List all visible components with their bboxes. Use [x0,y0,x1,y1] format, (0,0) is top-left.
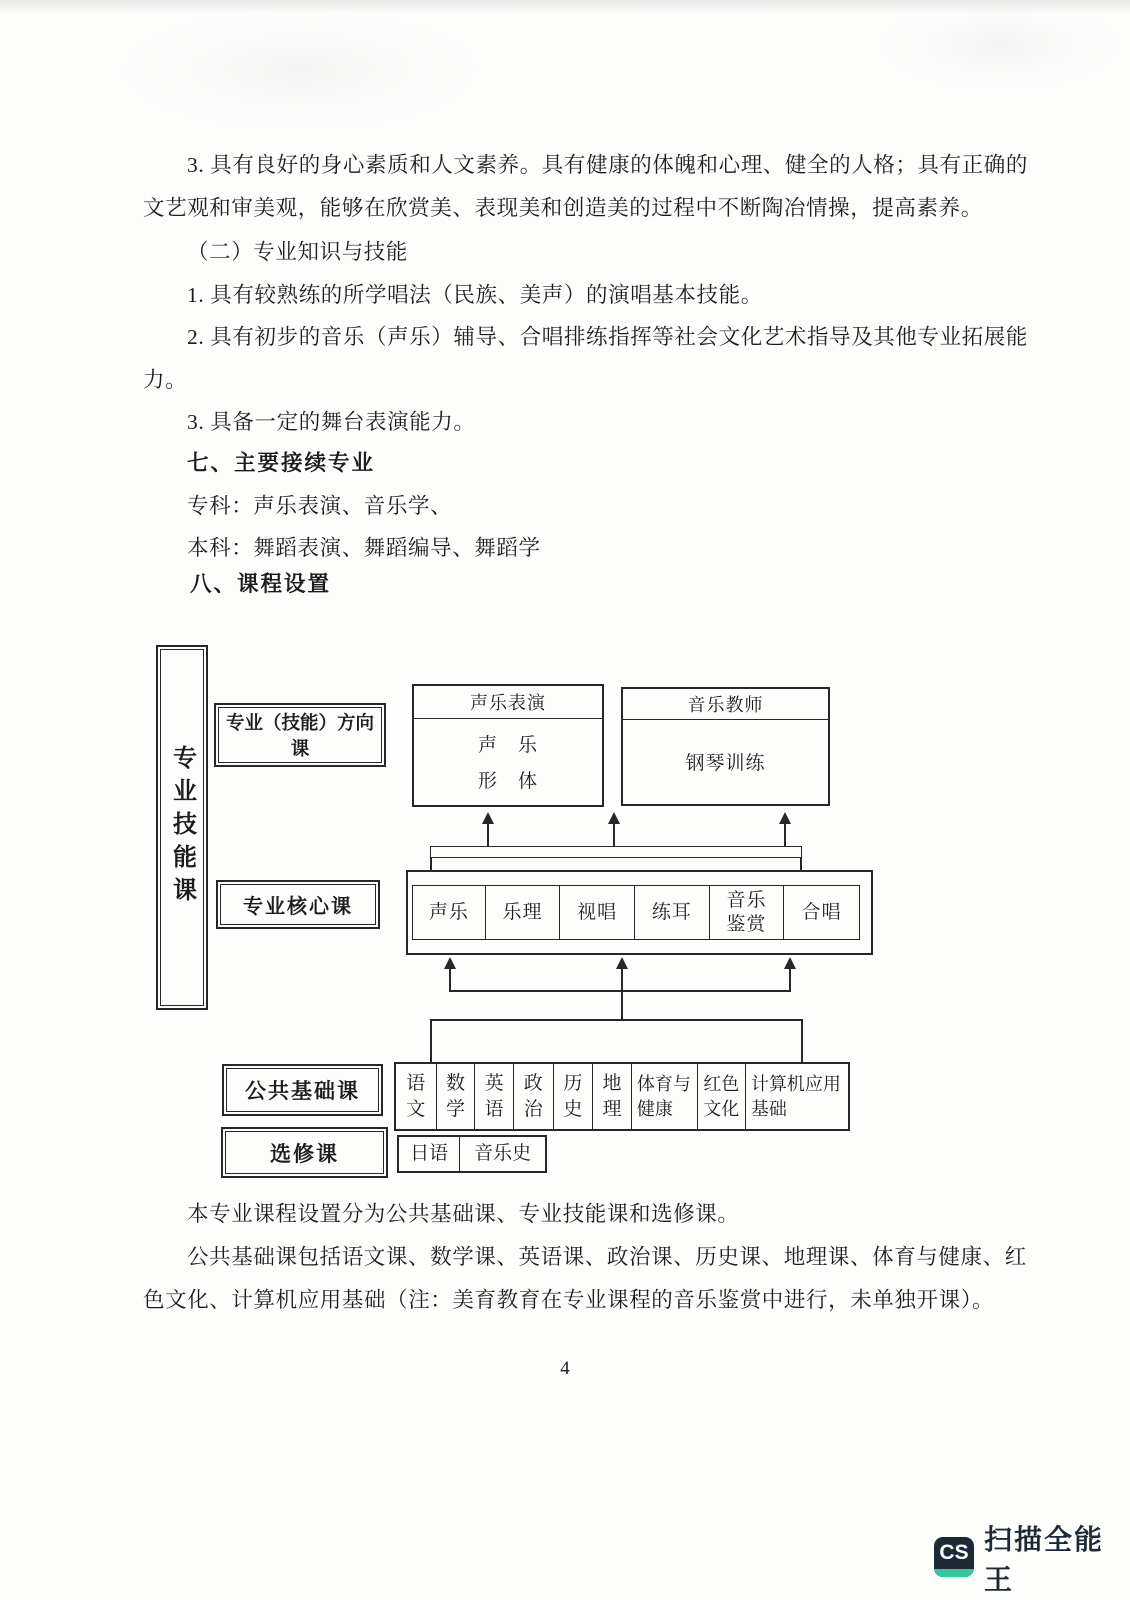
basic-cell-red-culture [698,1064,746,1129]
basic-cell-char: 理 [602,1098,622,1120]
basic-bracket-right-drop [801,1019,803,1062]
core-cell-label: 合唱 [801,901,842,923]
basic-cell-line: 体育与 [636,1073,691,1094]
basic-cell-geography [593,1064,632,1129]
core-cell-ear-training [635,886,710,939]
basic-bracket-bar [430,1019,803,1021]
paragraph3-line1: 3. 具有良好的身心素质和人文素养。具有健康的体魄和心理、健全的人格；具有正确的 [187,153,1029,177]
basic-courses-label-inner [226,1068,379,1112]
skill-item-2-line2: 力。 [143,368,188,392]
skill-item-2-line1: 2. 具有初步的音乐（声乐）辅导、合唱排练指挥等社会文化艺术指导及其他专业拓展能 [187,325,1029,349]
core-courses-label-box [216,880,380,929]
basic-courses-label: 公共基础课 [245,1079,360,1103]
scan-artifact-blob [120,10,480,130]
basic-cell-char: 语 [406,1072,426,1094]
elective-courses-label: 选修课 [270,1141,339,1166]
core-cell-label: 声乐 [428,901,469,923]
core-cell-label: 视唱 [577,901,618,923]
arrow-up-stem [449,968,451,991]
music-teacher-box [621,687,830,806]
direction-courses-label: 专业（技能）方向课 [225,714,374,760]
basic-cell-char: 地 [602,1072,622,1094]
core-courses-label: 专业核心课 [243,896,353,918]
music-teacher-courses [623,720,828,802]
camscanner-icon [934,1537,974,1577]
skill-item-3: 3. 具备一定的舞台表演能力。 [187,410,476,434]
basic-cell-history [554,1064,594,1129]
heading-8-curriculum: 八、课程设置 [190,572,332,596]
camscanner-icon-letters: CS [939,1541,969,1564]
elective-cell-label: 日语 [410,1143,449,1164]
course-piano-training: 钢琴训练 [685,752,766,774]
basic-cell-chinese [396,1064,437,1129]
basic-courses-row [394,1062,850,1131]
footer-line1: 本专业课程设置分为公共基础课、专业技能课和选修课。 [187,1202,740,1226]
footer-line2: 公共基础课包括语文课、数学课、英语课、政治课、历史课、地理课、体育与健康、红 [187,1245,1027,1269]
vocal-performance-title: 声乐表演 [414,686,602,719]
basic-cell-computer-basics [746,1064,848,1129]
basic-cell-math [437,1064,476,1129]
skill-track-box-inner [160,649,204,1006]
basic-bracket-left-drop [430,1019,432,1062]
basic-cell-char: 文 [406,1098,426,1120]
basic-cell-line: 红色 [703,1073,740,1094]
basic-cell-english [475,1064,514,1129]
page-number: 4 [560,1358,570,1379]
core-courses-label-inner [220,884,376,925]
core-cell-music-appreciation [710,886,785,939]
skill-item-1: 1. 具有较熟练的所学唱法（民族、美声）的演唱基本技能。 [187,283,763,307]
basic-cell-line: 计算机应用 [750,1073,841,1094]
arrow-up-stem [613,823,615,846]
vocal-performance-courses [414,719,602,803]
basic-cell-line: 文化 [703,1098,740,1119]
zhuanke-line: 专科：声乐表演、音乐学、 [187,494,453,518]
lower-connector-center-stem [621,968,623,1020]
basic-courses-label-box [222,1064,383,1116]
elective-courses-row [397,1135,547,1173]
basic-cell-char: 英 [484,1072,504,1094]
core-cell-label-line2: 鉴赏 [726,913,767,935]
basic-cell-char: 历 [563,1072,583,1094]
benke-line: 本科：舞蹈表演、舞蹈编导、舞蹈学 [187,536,541,560]
core-cell-label: 乐理 [502,901,543,923]
elective-courses-label-inner [225,1131,384,1174]
basic-cell-politics [514,1064,554,1129]
arrow-up-stem [487,823,489,846]
basic-cell-char: 治 [523,1098,543,1120]
music-teacher-title: 音乐教师 [623,689,828,720]
core-cell-label-line1: 音乐 [726,889,767,911]
vocal-performance-box [412,684,604,807]
basic-cell-char: 政 [523,1072,543,1094]
elective-courses-label-box [221,1127,388,1178]
elective-cell-label: 音乐史 [474,1143,532,1164]
lower-connector-crossbar [449,990,791,992]
skill-track-label: 专业技能课 [168,745,195,910]
course-body-movement: 形 体 [477,770,538,792]
basic-cell-char: 史 [563,1098,583,1120]
core-courses-row [412,885,860,940]
footer-line3: 色文化、计算机应用基础（注：美育教育在专业课程的音乐鉴赏中进行，未单独开课）。 [143,1288,995,1312]
core-cell-vocal [413,886,486,939]
core-cell-theory [486,886,561,939]
elective-cell-music-history [460,1137,545,1171]
direction-courses-label-box [214,703,386,767]
scan-artifact-top [0,0,1130,14]
sub-heading-knowledge-skills: （二）专业知识与技能 [187,240,409,264]
basic-cell-pe-health [632,1064,698,1129]
arrow-up-stem [784,823,786,846]
basic-cell-char: 数 [445,1072,465,1094]
core-cell-label: 练耳 [651,901,692,923]
core-cell-sight-singing [560,886,635,939]
basic-cell-line: 基础 [750,1098,787,1119]
core-cell-chorus [784,886,859,939]
basic-cell-char: 学 [445,1098,465,1120]
arrow-up-stem [789,968,791,991]
camscanner-icon-strip [934,1569,974,1577]
course-vocal: 声 乐 [477,734,538,756]
basic-cell-line: 健康 [636,1098,673,1119]
upper-connector-band [430,846,802,858]
paragraph3-line2: 文艺观和审美观，能够在欣赏美、表现美和创造美的过程中不断陶冶情操，提高素养。 [143,196,983,220]
heading-7-continuing-majors: 七、主要接续专业 [187,451,376,475]
skill-track-box [156,645,208,1010]
camscanner-brand-text: 扫描全能王 [984,1524,1105,1595]
elective-cell-japanese [399,1137,460,1171]
basic-cell-char: 语 [484,1098,504,1120]
direction-courses-label-inner [218,707,382,763]
